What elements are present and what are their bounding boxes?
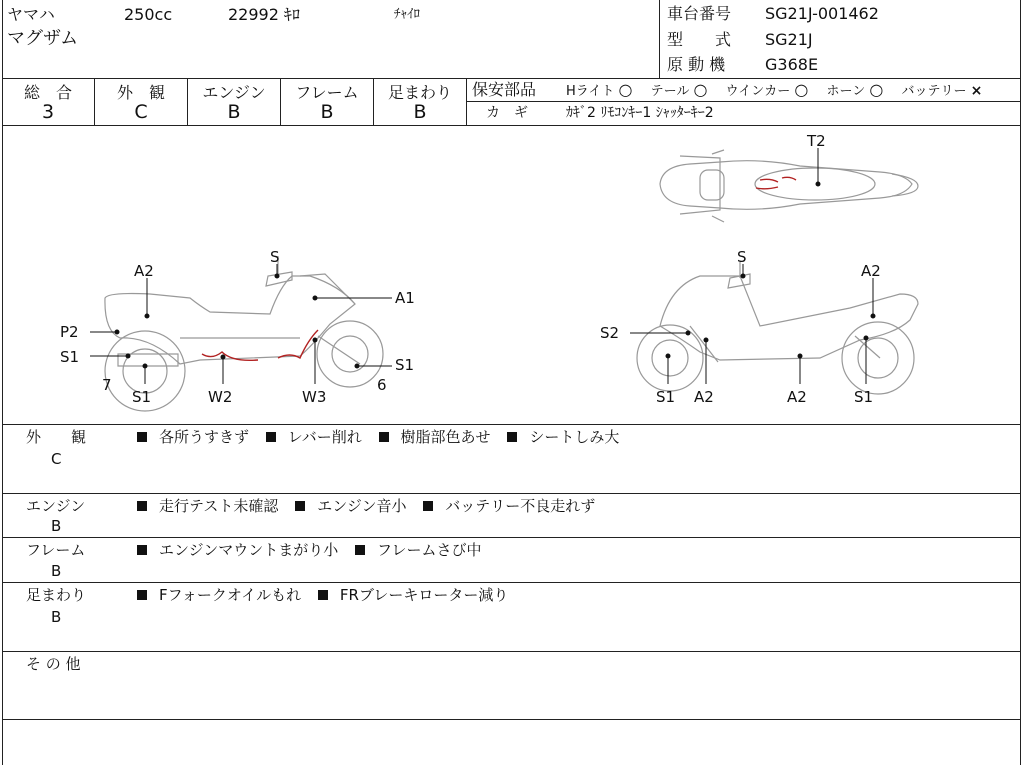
model-name: マグザム (7, 28, 79, 49)
note-item: エンジン音小 (317, 497, 407, 515)
label-s1-right-a: S1 (656, 388, 676, 406)
note-item: エンジンマウントまがり小 (159, 541, 339, 559)
exterior-grade: C (134, 101, 148, 123)
engine-label: 原 動 機 (667, 55, 726, 74)
engine-value: G368E (765, 55, 819, 74)
divider (2, 537, 1021, 538)
label-s1-c: S1 (395, 356, 415, 374)
note-item: バッテリー不良走れず (445, 497, 596, 515)
safety-item-mark: ○ (693, 80, 708, 99)
safety-item-name: テール (650, 84, 690, 99)
safety-item-mark: × (970, 83, 983, 99)
label-p2: P2 (60, 323, 79, 341)
note-label-frame: フレーム (26, 541, 86, 559)
label-s1-a: S1 (60, 348, 80, 366)
note-item: 樹脂部色あせ (400, 428, 491, 446)
label-6: 6 (377, 376, 387, 394)
note-item: Fフォークオイルもれ (159, 586, 302, 604)
overall-label: 総 合 (23, 83, 72, 102)
frame-grade-label: フレーム (295, 83, 359, 102)
note-item: レバー削れ (287, 428, 362, 446)
bullet-icon (266, 432, 276, 442)
label-w3: W3 (302, 388, 327, 406)
safety-label: 保安部品 (472, 80, 537, 99)
frame-no-label: 車台番号 (667, 4, 732, 23)
label-a1: A1 (395, 289, 415, 307)
bullet-icon (318, 590, 328, 600)
damage-diagram (0, 126, 1024, 423)
note-label-exterior: 外 観 (26, 428, 87, 446)
label-a2-right-b: A2 (694, 388, 714, 406)
label-s-left: S (270, 248, 280, 266)
note-grade-frame: B (51, 562, 62, 580)
safety-item-name: Hライト (566, 84, 615, 99)
label-a2-right-c: A2 (787, 388, 807, 406)
frame-grade: B (320, 101, 334, 123)
engine-grade-label: エンジン (202, 83, 266, 102)
engine-grade: B (227, 101, 241, 123)
note-items-exterior (137, 427, 619, 447)
note-label-suspension: 足まわり (26, 586, 87, 604)
bullet-icon (295, 501, 305, 511)
bullet-icon (137, 501, 147, 511)
label-a2-left: A2 (134, 262, 154, 280)
note-item: 走行テスト未確認 (159, 497, 279, 515)
safety-items (566, 80, 982, 102)
bullet-icon (423, 501, 433, 511)
suspension-grade: B (413, 101, 427, 123)
label-s-right: S (737, 248, 747, 266)
divider (2, 651, 1021, 652)
note-grade-suspension: B (51, 608, 62, 626)
note-label-other: そ の 他 (26, 655, 81, 673)
divider (659, 0, 660, 78)
label-t2: T2 (807, 132, 826, 150)
color: ﾁｬｲﾛ (394, 7, 420, 22)
label-s2: S2 (600, 324, 620, 342)
safety-item-mark: ○ (618, 80, 633, 99)
label-7: 7 (102, 376, 112, 394)
keys-value: ｶｷﾞ2 ﾘﾓｺﾝｷｰ1 ｼｬｯﾀｰｷｰ2 (566, 105, 714, 121)
maker: ヤマハ (7, 5, 55, 24)
label-w2: W2 (208, 388, 233, 406)
safety-item-mark: ○ (794, 80, 809, 99)
divider (2, 582, 1021, 583)
safety-item-mark: ○ (869, 80, 884, 99)
bullet-icon (137, 545, 147, 555)
odometer: 22992 ｷﾛ (228, 5, 300, 24)
label-s1-right-b: S1 (854, 388, 874, 406)
note-item: シートしみ大 (529, 428, 620, 446)
note-grade-engine: B (51, 517, 62, 535)
type-value: SG21J (765, 30, 813, 49)
bullet-icon (137, 432, 147, 442)
bullet-icon (507, 432, 517, 442)
exterior-label: 外 観 (116, 83, 165, 102)
label-a2-right-top: A2 (861, 262, 881, 280)
divider (2, 719, 1021, 720)
overall-grade: 3 (41, 101, 55, 123)
safety-item-name: ホーン (826, 84, 866, 99)
divider (2, 78, 1021, 79)
note-label-engine: エンジン (26, 497, 86, 515)
label-s1-b: S1 (132, 388, 152, 406)
divider (2, 424, 1021, 425)
note-item: 各所うすきず (159, 428, 250, 446)
frame-no: SG21J-001462 (765, 4, 879, 23)
keys-label: カ ギ (486, 105, 528, 121)
suspension-label: 足まわり (387, 83, 452, 102)
note-items-frame (137, 540, 481, 560)
note-item: フレームさび中 (377, 541, 482, 559)
note-items-suspension (137, 585, 508, 605)
bullet-icon (355, 545, 365, 555)
divider (2, 493, 1021, 494)
note-grade-exterior: C (51, 450, 62, 468)
note-item: FRブレーキローター減り (339, 586, 509, 604)
safety-item-name: ウインカー (725, 84, 791, 99)
displacement: 250cc (124, 5, 173, 24)
safety-item-name: バッテリー (901, 84, 967, 99)
bullet-icon (379, 432, 389, 442)
bullet-icon (137, 590, 147, 600)
note-items-engine (137, 496, 595, 516)
type-label: 型 式 (667, 30, 732, 49)
